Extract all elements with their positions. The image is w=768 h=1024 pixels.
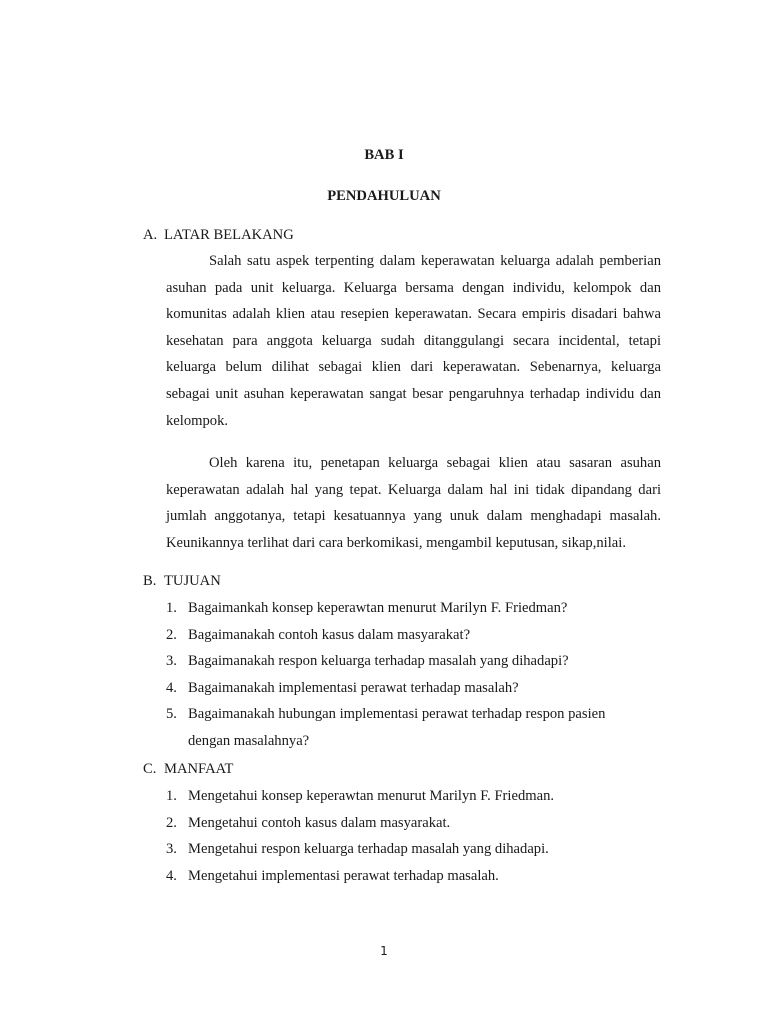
list-text: Mengetahui contoh kasus dalam masyarakat. (188, 814, 451, 831)
list-item (166, 622, 605, 649)
list-number: 2. (166, 814, 177, 831)
list-text: Bagaimankah konsep keperawtan menurut Marilyn F. Friedman? (188, 600, 568, 616)
list-number: 2. (166, 626, 177, 643)
section-letter: A. (143, 227, 158, 243)
chapter-title: PENDAHULUAN (327, 188, 441, 204)
chapter-number: BAB I (364, 147, 404, 163)
list-item (166, 595, 605, 622)
list-number: 4. (166, 867, 177, 884)
section-title: MANFAAT (164, 761, 234, 777)
section-heading-tujuan (143, 573, 221, 590)
tujuan-list (166, 595, 605, 755)
list-item (166, 648, 605, 675)
list-item (166, 701, 605, 754)
section-title: TUJUAN (164, 573, 221, 589)
manfaat-list (166, 783, 554, 889)
list-number: 1. (166, 600, 177, 616)
list-text-continued: dengan masalahnya? (188, 732, 310, 749)
list-text: Bagaimanakah respon keluarga terhadap masalah yang dihadapi? (188, 653, 569, 670)
list-item (166, 836, 554, 863)
list-item (166, 675, 605, 702)
paragraph-text: Salah satu aspek terpenting dalam keperawatan keluarga adalah pemberian asuhan pada unit keluarga. Keluarga bersama dengan individu, kelompok dan komunitas adalah klien atau resepien keperawatan. Secara empiris disadari bahwa kesehatan para anggota keluarga sudah ditanggulangi secara incidental, tetapi keluarga belum dilihat sebagai klien dari keperawatan. Sebenarnya, keluarga sebagai unit asuhan keperawatan sangat besar pengaruhnya terhadap individu dan kelompok. (166, 253, 661, 429)
section-letter: C. (143, 761, 157, 777)
list-number: 4. (166, 679, 177, 696)
paragraph-1 (166, 248, 661, 434)
section-heading-latar-belakang (143, 227, 294, 244)
list-text: Mengetahui respon keluarga terhadap masalah yang dihadapi. (188, 841, 549, 858)
paragraph-2 (166, 450, 661, 556)
list-text: Mengetahui konsep keperawtan menurut Marilyn F. Friedman. (188, 788, 555, 804)
paragraph-text: Oleh karena itu, penetapan keluarga sebagai klien atau sasaran asuhan keperawatan adalah hal yang tepat. Keluarga dalam hal ini tidak dipandang dari jumlah anggotanya, tetapi kesatuannya yang unuk dalam menghadapi masalah. Keunikannya terlihat dari cara berkomikasi, mengambil keputusan, sikap,nilai. (166, 455, 661, 551)
section-heading-manfaat (143, 761, 233, 778)
section-title: LATAR BELAKANG (164, 227, 294, 243)
list-item (166, 810, 554, 837)
list-number: 3. (166, 841, 177, 858)
list-text: Bagaimanakah implementasi perawat terhadap masalah? (188, 679, 519, 696)
list-item (166, 783, 554, 810)
page-number: 1 (380, 944, 388, 958)
list-text: Mengetahui implementasi perawat terhadap masalah. (188, 867, 499, 884)
section-letter: B. (143, 573, 157, 589)
list-item (166, 863, 554, 890)
list-text: Bagaimanakah hubungan implementasi perawat terhadap respon pasien (188, 706, 606, 723)
list-text: Bagaimanakah contoh kasus dalam masyarakat? (188, 626, 471, 643)
list-number: 1. (166, 788, 177, 804)
list-number: 3. (166, 653, 177, 670)
list-number: 5. (166, 706, 177, 723)
